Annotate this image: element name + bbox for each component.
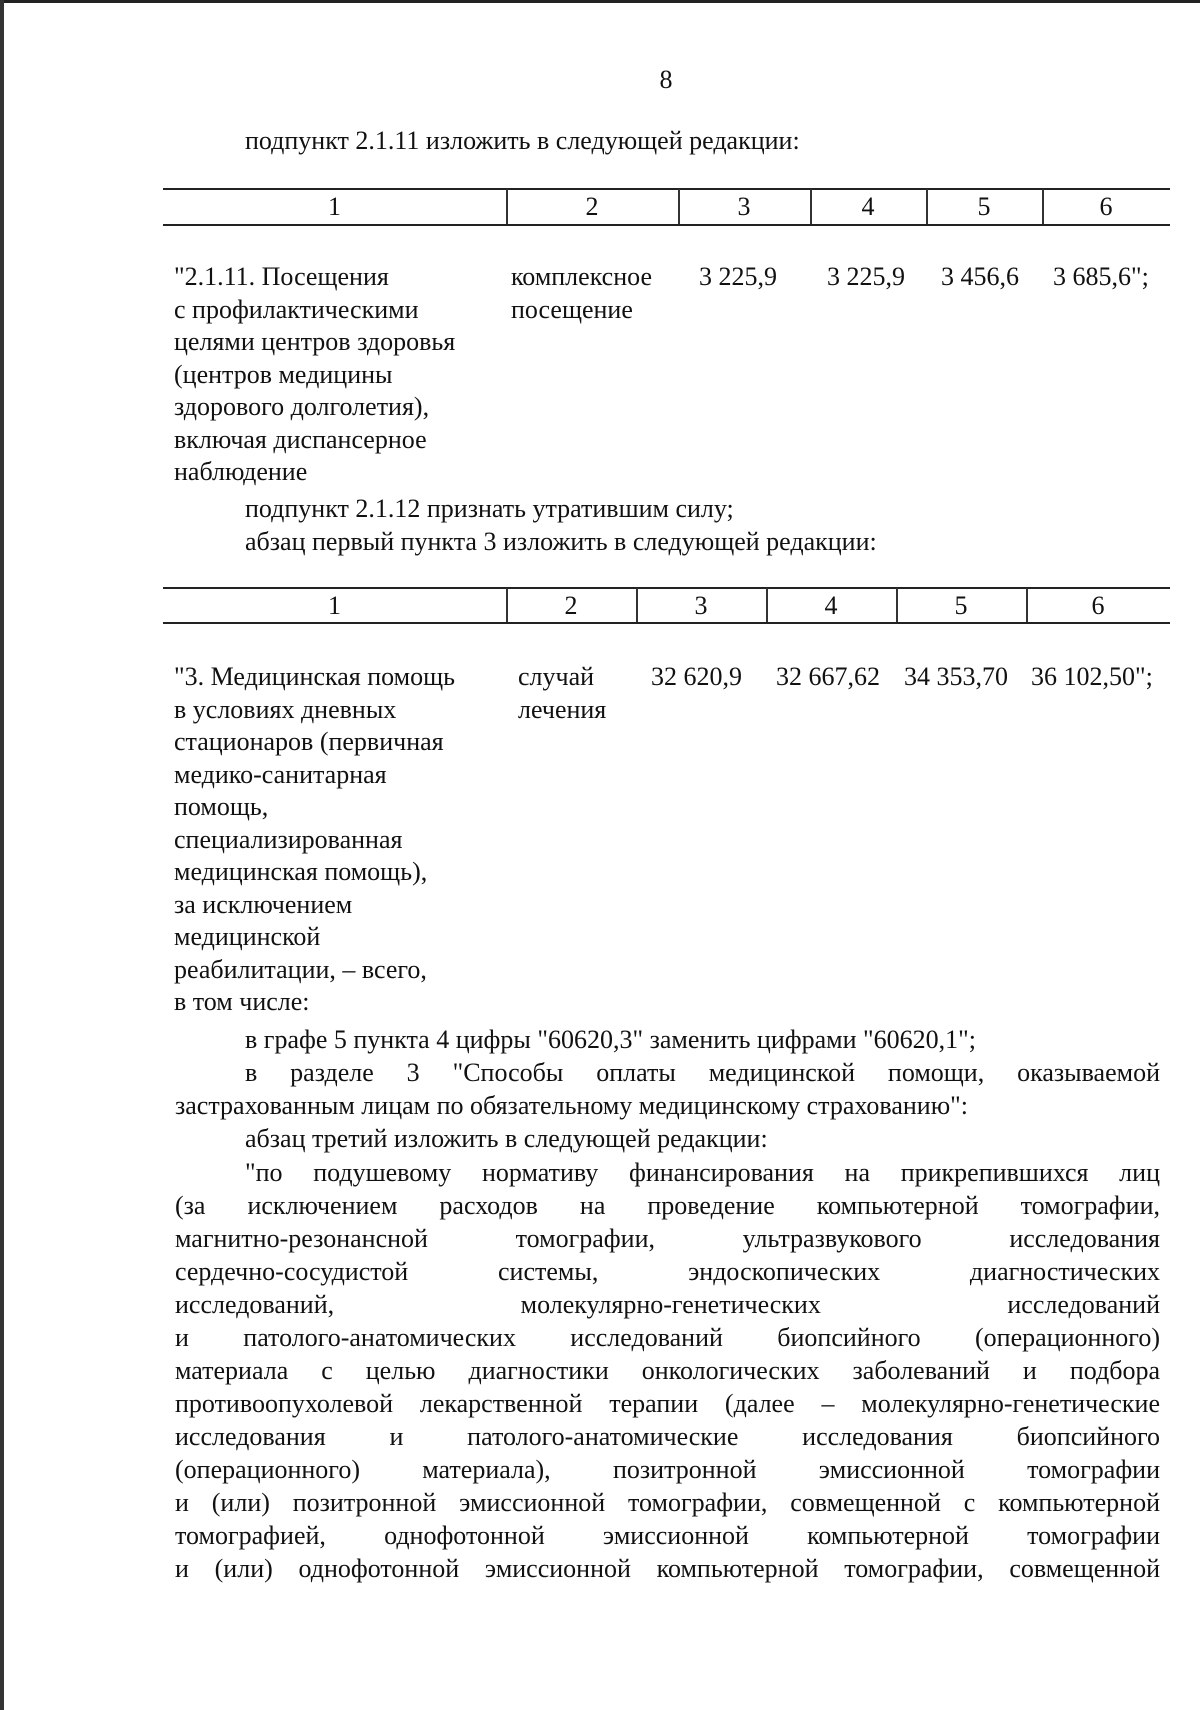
quote-line: сердечно-сосудистой системы, эндоскопических диагностических bbox=[175, 1257, 1160, 1286]
quote-line: (операционного) материала), позитронной эмиссионной томографии bbox=[175, 1455, 1160, 1484]
line-graph-5: в графе 5 пункта 4 цифры "60620,3" заменить цифрами "60620,1"; bbox=[245, 1025, 976, 1054]
intro-2-1-11: подпункт 2.1.11 изложить в следующей редакции: bbox=[245, 126, 800, 155]
table-2-row-value-6: 36 102,50"; bbox=[1031, 662, 1153, 691]
quote-line: томографией, однофотонной эмиссионной компьютерной томографии bbox=[175, 1521, 1160, 1550]
quote-line: "по подушевому нормативу финансирования на прикрепившихся лиц bbox=[245, 1158, 1160, 1187]
table-1-row-value-6: 3 685,6"; bbox=[1053, 262, 1149, 291]
table-2-header-col-2: 2 bbox=[564, 591, 578, 620]
table-2-header-col-6: 6 bbox=[1091, 591, 1105, 620]
quote-line: исследований, молекулярно-генетических исследований bbox=[175, 1290, 1160, 1319]
quote-line: и патолого-анатомических исследований биопсийного (операционного) bbox=[175, 1323, 1160, 1352]
table-2-header-col-3: 3 bbox=[694, 591, 708, 620]
table-1-header-col-5: 5 bbox=[977, 192, 991, 221]
table-1-row-value-5: 3 456,6 bbox=[941, 262, 1019, 291]
quote-line: магнитно-резонансной томографии, ультразвукового исследования bbox=[175, 1224, 1160, 1253]
table-2-header-col-5: 5 bbox=[954, 591, 968, 620]
section-3-line-2: застрахованным лицам по обязательному медицинскому страхованию": bbox=[175, 1091, 968, 1120]
line-paragraph-3: абзац первый пункта 3 изложить в следующей редакции: bbox=[245, 527, 877, 556]
table-2-header-col-1: 1 bbox=[328, 591, 341, 620]
scan-edge-top bbox=[0, 0, 1200, 3]
page-number: 8 bbox=[659, 65, 673, 94]
table-2-row-value-4: 32 667,62 bbox=[776, 662, 880, 691]
table-2-top-rule bbox=[163, 587, 1170, 589]
table-1-header-col-4: 4 bbox=[861, 192, 875, 221]
table-2-row-value-5: 34 353,70 bbox=[904, 662, 1008, 691]
table-1-header-col-2: 2 bbox=[585, 192, 599, 221]
quote-line: и (или) позитронной эмиссионной томографии, совмещенной с компьютерной bbox=[175, 1488, 1160, 1517]
table-2-row-unit: случай лечения bbox=[518, 662, 607, 724]
line-2-1-12: подпункт 2.1.12 признать утратившим силу; bbox=[245, 494, 734, 523]
quote-line: противоопухолевой лекарственной терапии (далее – молекулярно-генетические bbox=[175, 1389, 1160, 1418]
table-1-top-rule bbox=[163, 188, 1170, 190]
quote-line: исследования и патолого-анатомические исследования биопсийного bbox=[175, 1422, 1160, 1451]
table-1-row-value-3: 3 225,9 bbox=[699, 262, 777, 291]
table-1-header-col-1: 1 bbox=[328, 192, 341, 221]
table-1-header-col-6: 6 bbox=[1099, 192, 1113, 221]
line-abzac-3: абзац третий изложить в следующей редакции: bbox=[245, 1124, 768, 1153]
table-2-header-col-4: 4 bbox=[824, 591, 838, 620]
table-2-row-name: "3. Медицинская помощь в условиях дневных стационаров (первичная медико-санитарная помощь, специализированная медицинская помощь), за исключением медицинской реабилитации, – всего, в том числе: bbox=[174, 662, 455, 1016]
table-1-row-name: "2.1.11. Посещения с профилактическими целями центров здоровья (центров медицины здорового долголетия), включая диспансерное наблюдение bbox=[174, 262, 456, 486]
table-1-header-col-3: 3 bbox=[737, 192, 751, 221]
quote-line: и (или) однофотонной эмиссионной компьютерной томографии, совмещенной bbox=[175, 1554, 1160, 1583]
table-1-row-value-4: 3 225,9 bbox=[827, 262, 905, 291]
table-2-row-value-3: 32 620,9 bbox=[651, 662, 742, 691]
table-1-row-unit: комплексное посещение bbox=[511, 262, 652, 324]
quote-line: (за исключением расходов на проведение компьютерной томографии, bbox=[175, 1191, 1160, 1220]
section-3-line-1: в разделе 3 "Способы оплаты медицинской помощи, оказываемой bbox=[245, 1058, 1160, 1087]
table-1-header-rule bbox=[163, 224, 1170, 226]
scan-edge-left bbox=[0, 0, 4, 1710]
quote-line: материала с целью диагностики онкологических заболеваний и подбора bbox=[175, 1356, 1160, 1385]
